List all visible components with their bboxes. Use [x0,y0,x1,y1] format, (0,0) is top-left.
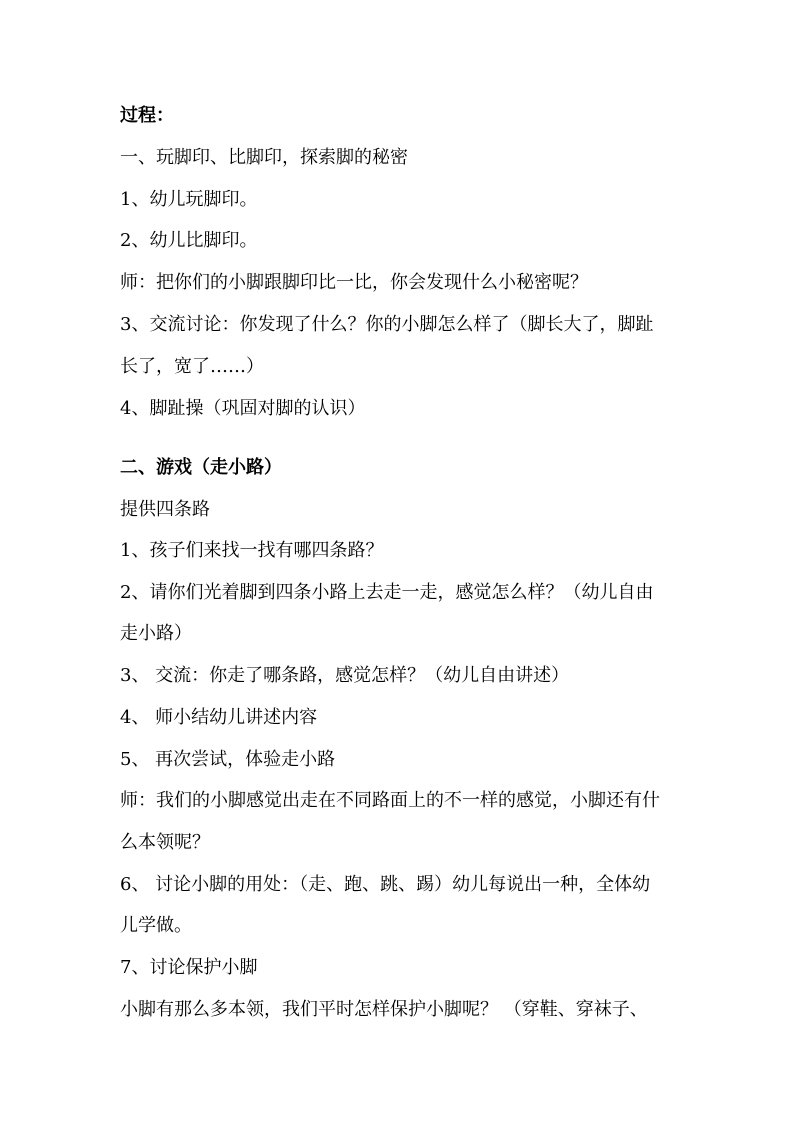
section-2-teacher-line-2: 么本领呢？ [120,832,210,853]
process-heading: 过程： [120,105,174,126]
section-2-item-7: 7、讨论保护小脚 [120,957,258,978]
section-2-intro: 提供四条路 [120,499,210,520]
section-2-item-3: 3、 交流：你走了哪条路，感觉怎样？（幼儿自由讲述） [120,665,570,686]
section-2-item-6-line-2: 儿学做。 [120,915,192,936]
section-1-title: 一、玩脚印、比脚印，探索脚的秘密 [120,147,408,168]
section-1-item-2: 2、幼儿比脚印。 [120,230,258,251]
section-2-item-1: 1、孩子们来找一找有哪四条路？ [120,540,384,561]
section-1-item-1: 1、幼儿玩脚印。 [120,189,258,210]
section-2-final-line: 小脚有那么多本领，我们平时怎样保护小脚呢？ （穿鞋、穿袜子、 [120,999,648,1020]
section-1-item-4: 4、脚趾操（巩固对脚的认识） [120,398,366,419]
section-2-item-5: 5、 再次尝试，体验走小路 [120,749,336,770]
section-1-item-3-line-1: 3、交流讨论：你发现了什么？你的小脚怎么样了（脚长大了，脚趾 [120,314,654,335]
section-1-item-3-line-2: 长了，宽了……） [120,356,264,377]
section-2-item-4: 4、 师小结幼儿讲述内容 [120,707,318,728]
section-2-item-2-line-2: 走小路） [120,623,192,644]
section-2-title: 二、游戏（走小路） [120,457,282,478]
section-2-item-6-line-1: 6、 讨论小脚的用处：（走、跑、跳、踢）幼儿每说出一种，全体幼 [120,874,651,895]
section-1-teacher-line: 师：把你们的小脚跟脚印比一比，你会发现什么小秘密呢？ [120,272,588,293]
section-2-teacher-line-1: 师：我们的小脚感觉出走在不同路面上的不一样的感觉，小脚还有什 [120,790,660,811]
section-2-item-2-line-1: 2、请你们光着脚到四条小路上去走一走，感觉怎么样？（幼儿自由 [120,582,654,603]
